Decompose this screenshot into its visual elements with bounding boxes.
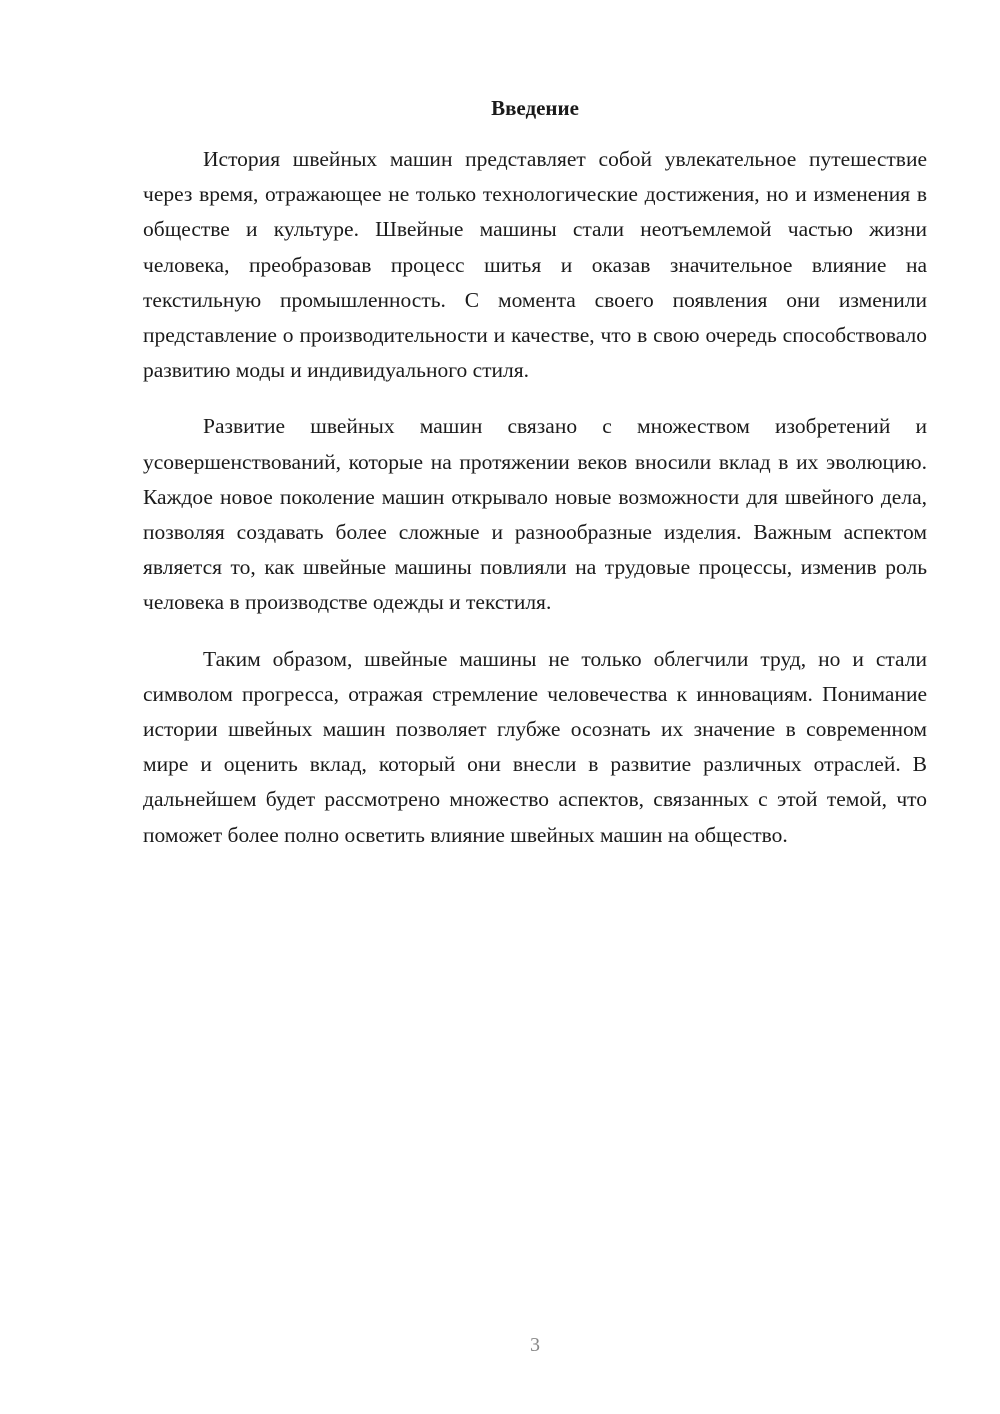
paragraph-2: Развитие швейных машин связано с множеством изобретений и усовершенствований, которые на протяжении веков вносили вклад в их эволюцию. Каждое новое поколение машин открывало новые возможности для швейного дела, позволяя создавать более сложные и разнообразные изделия. Важным аспектом является то, как швейные машины повлияли на трудовые процессы, изменив роль человека в производстве одежды и текстиля.: [143, 414, 927, 615]
paragraph-1: История швейных машин представляет собой увлекательное путешествие через время, отражающее не только технологические достижения, но и изменения в обществе и культуре. Швейные машины стали неотъемлемой частью жизни человека, преобразовав процесс шитья и оказав значительное влияние на текстильную промышленность. С момента своего появления они изменили представление о производительности и качестве, что в свою очередь способствовало развитию моды и индивидуального стиля.: [143, 147, 927, 383]
section-heading: Введение: [491, 96, 579, 120]
page-number: 3: [530, 1334, 540, 1356]
paragraph-3: Таким образом, швейные машины не только облегчили труд, но и стали символом прогресса, отражая стремление человечества к инновациям. Понимание истории швейных машин позволяет глубже осознать их значение в современном мире и оценить вклад, который они внесли в развитие различных отраслей. В дальнейшем будет рассмотрено множество аспектов, связанных с этой темой, что поможет более полно осветить влияние швейных машин на общество.: [143, 646, 927, 847]
body-text: [143, 142, 927, 874]
